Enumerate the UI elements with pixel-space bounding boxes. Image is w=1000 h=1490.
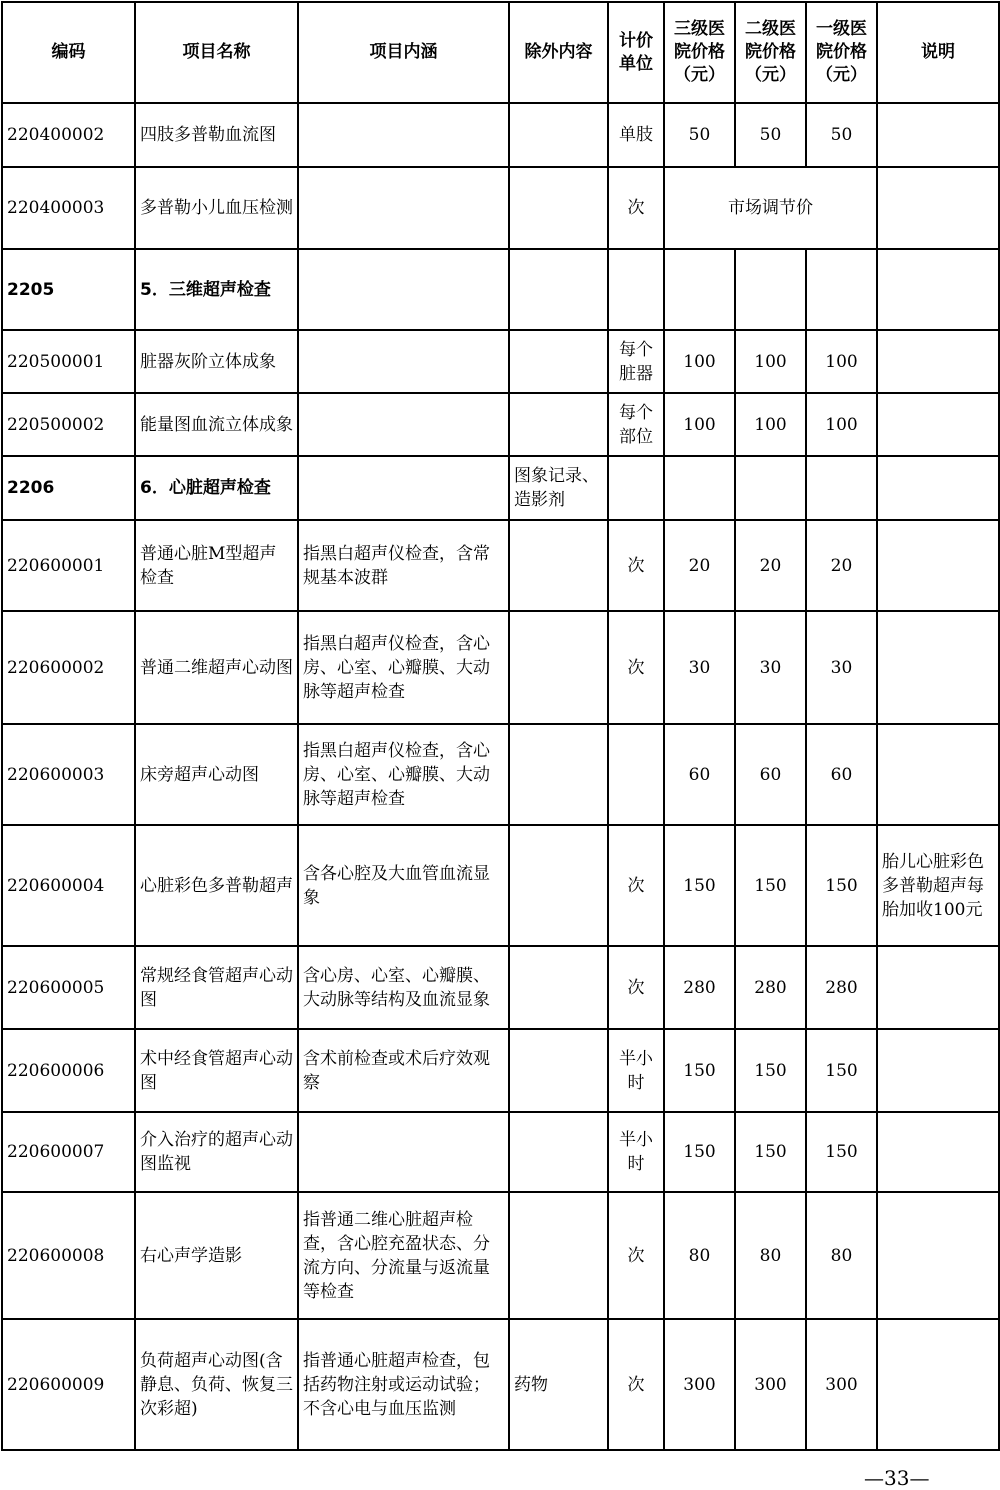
note-cell xyxy=(877,946,999,1029)
excluded-cell xyxy=(509,167,608,249)
code-cell: 220600001 xyxy=(2,520,135,611)
content-cell xyxy=(298,249,509,330)
section-name: 6．心脏超声检查 xyxy=(135,456,298,520)
table-row xyxy=(2,946,999,1029)
price-level3-cell: 80 xyxy=(664,1192,735,1319)
note-cell xyxy=(877,167,999,249)
table-row xyxy=(2,724,999,825)
table-row xyxy=(2,1112,999,1192)
price-level2-cell: 300 xyxy=(735,1319,806,1450)
unit-cell: 每个脏器 xyxy=(608,330,664,393)
price-level2-cell: 100 xyxy=(735,330,806,393)
name-cell: 术中经食管超声心动图 xyxy=(135,1029,298,1112)
price-level3-cell: 30 xyxy=(664,611,735,724)
content-cell xyxy=(298,393,509,456)
table-row xyxy=(2,167,999,249)
price-level3-cell: 150 xyxy=(664,825,735,946)
price-level2-cell: 50 xyxy=(735,103,806,167)
excluded-cell xyxy=(509,611,608,724)
price-level3-cell: 150 xyxy=(664,1112,735,1192)
name-cell: 脏器灰阶立体成象 xyxy=(135,330,298,393)
price-level1-cell: 50 xyxy=(806,103,877,167)
price-level1-cell: 150 xyxy=(806,1112,877,1192)
code-cell: 220600002 xyxy=(2,611,135,724)
price-level2-cell: 80 xyxy=(735,1192,806,1319)
market-price-cell: 市场调节价 xyxy=(664,167,877,249)
name-cell: 能量图血流立体成象 xyxy=(135,393,298,456)
excluded-cell: 药物 xyxy=(509,1319,608,1450)
page-number: —33— xyxy=(864,1466,930,1490)
unit-cell: 每个部位 xyxy=(608,393,664,456)
price-level2-cell xyxy=(735,249,806,330)
header-note: 说明 xyxy=(877,2,999,103)
note-cell xyxy=(877,393,999,456)
unit-cell: 次 xyxy=(608,520,664,611)
excluded-cell xyxy=(509,1029,608,1112)
excluded-cell: 图象记录、造影剂 xyxy=(509,456,608,520)
name-cell: 负荷超声心动图(含静息、负荷、恢复三次彩超) xyxy=(135,1319,298,1450)
section-row xyxy=(2,249,999,330)
price-level2-cell: 150 xyxy=(735,1112,806,1192)
price-level3-cell: 100 xyxy=(664,330,735,393)
unit-cell: 次 xyxy=(608,825,664,946)
code-cell: 220600008 xyxy=(2,1192,135,1319)
note-cell xyxy=(877,724,999,825)
content-cell xyxy=(298,103,509,167)
unit-cell: 次 xyxy=(608,167,664,249)
section-code: 2205 xyxy=(2,249,135,330)
header-name: 项目名称 xyxy=(135,2,298,103)
table-row xyxy=(2,1319,999,1450)
content-cell xyxy=(298,1112,509,1192)
content-cell: 含术前检查或术后疗效观察 xyxy=(298,1029,509,1112)
price-level3-cell: 20 xyxy=(664,520,735,611)
price-level3-cell: 300 xyxy=(664,1319,735,1450)
unit-cell: 次 xyxy=(608,611,664,724)
note-cell xyxy=(877,103,999,167)
excluded-cell xyxy=(509,1112,608,1192)
content-cell: 含心房、心室、心瓣膜、大动脉等结构及血流显象 xyxy=(298,946,509,1029)
table-row xyxy=(2,393,999,456)
price-level1-cell xyxy=(806,249,877,330)
header-content: 项目内涵 xyxy=(298,2,509,103)
name-cell: 多普勒小儿血压检测 xyxy=(135,167,298,249)
excluded-cell xyxy=(509,825,608,946)
price-level1-cell: 100 xyxy=(806,330,877,393)
price-level2-cell xyxy=(735,456,806,520)
name-cell: 四肢多普勒血流图 xyxy=(135,103,298,167)
price-level1-cell: 60 xyxy=(806,724,877,825)
excluded-cell xyxy=(509,946,608,1029)
price-level2-cell: 150 xyxy=(735,1029,806,1112)
unit-cell: 次 xyxy=(608,1192,664,1319)
price-level2-cell: 30 xyxy=(735,611,806,724)
excluded-cell xyxy=(509,393,608,456)
note-cell xyxy=(877,520,999,611)
table-row xyxy=(2,611,999,724)
code-cell: 220500002 xyxy=(2,393,135,456)
name-cell: 普通心脏M型超声检查 xyxy=(135,520,298,611)
price-level3-cell: 50 xyxy=(664,103,735,167)
note-cell xyxy=(877,456,999,520)
content-cell: 指普通二维心脏超声检查，含心腔充盈状态、分流方向、分流量与返流量等检查 xyxy=(298,1192,509,1319)
price-level1-cell: 80 xyxy=(806,1192,877,1319)
header-price-level2: 二级医院价格（元） xyxy=(735,2,806,103)
price-level3-cell: 150 xyxy=(664,1029,735,1112)
header-code: 编码 xyxy=(2,2,135,103)
price-level1-cell: 20 xyxy=(806,520,877,611)
excluded-cell xyxy=(509,330,608,393)
name-cell: 介入治疗的超声心动图监视 xyxy=(135,1112,298,1192)
table-row xyxy=(2,330,999,393)
table-row xyxy=(2,1029,999,1112)
excluded-cell xyxy=(509,724,608,825)
header-unit: 计价单位 xyxy=(608,2,664,103)
note-cell xyxy=(877,1319,999,1450)
code-cell: 220400002 xyxy=(2,103,135,167)
excluded-cell xyxy=(509,520,608,611)
price-level1-cell: 100 xyxy=(806,393,877,456)
code-cell: 220600005 xyxy=(2,946,135,1029)
note-cell xyxy=(877,611,999,724)
name-cell: 床旁超声心动图 xyxy=(135,724,298,825)
code-cell: 220600009 xyxy=(2,1319,135,1450)
table-row xyxy=(2,103,999,167)
header-row xyxy=(2,2,999,103)
price-level3-cell xyxy=(664,249,735,330)
content-cell: 含各心腔及大血管血流显象 xyxy=(298,825,509,946)
note-cell xyxy=(877,1112,999,1192)
unit-cell: 次 xyxy=(608,946,664,1029)
name-cell: 右心声学造影 xyxy=(135,1192,298,1319)
header-excluded: 除外内容 xyxy=(509,2,608,103)
price-level3-cell: 100 xyxy=(664,393,735,456)
table-row xyxy=(2,825,999,946)
unit-cell: 半小时 xyxy=(608,1029,664,1112)
price-level1-cell: 30 xyxy=(806,611,877,724)
content-cell: 指黑白超声仪检查，含心房、心室、心瓣膜、大动脉等超声检查 xyxy=(298,724,509,825)
name-cell: 普通二维超声心动图 xyxy=(135,611,298,724)
table-row xyxy=(2,520,999,611)
note-cell xyxy=(877,1029,999,1112)
price-level2-cell: 60 xyxy=(735,724,806,825)
note-cell: 胎儿心脏彩色多普勒超声每胎加收100元 xyxy=(877,825,999,946)
price-level3-cell xyxy=(664,456,735,520)
unit-cell xyxy=(608,456,664,520)
price-level1-cell: 300 xyxy=(806,1319,877,1450)
price-level3-cell: 60 xyxy=(664,724,735,825)
excluded-cell xyxy=(509,1192,608,1319)
table-row xyxy=(2,1192,999,1319)
code-cell: 220600006 xyxy=(2,1029,135,1112)
content-cell: 指黑白超声仪检查，含常规基本波群 xyxy=(298,520,509,611)
note-cell xyxy=(877,249,999,330)
unit-cell: 单肢 xyxy=(608,103,664,167)
content-cell: 指普通心脏超声检查，包括药物注射或运动试验；不含心电与血压监测 xyxy=(298,1319,509,1450)
code-cell: 220500001 xyxy=(2,330,135,393)
excluded-cell xyxy=(509,103,608,167)
price-level1-cell xyxy=(806,456,877,520)
note-cell xyxy=(877,1192,999,1319)
header-price-level1: 一级医院价格（元） xyxy=(806,2,877,103)
content-cell: 指黑白超声仪检查，含心房、心室、心瓣膜、大动脉等超声检查 xyxy=(298,611,509,724)
section-name: 5．三维超声检查 xyxy=(135,249,298,330)
code-cell: 220600003 xyxy=(2,724,135,825)
name-cell: 常规经食管超声心动图 xyxy=(135,946,298,1029)
price-level2-cell: 280 xyxy=(735,946,806,1029)
header-price-level3: 三级医院价格（元） xyxy=(664,2,735,103)
note-cell xyxy=(877,330,999,393)
price-level3-cell: 280 xyxy=(664,946,735,1029)
price-level1-cell: 280 xyxy=(806,946,877,1029)
price-level2-cell: 20 xyxy=(735,520,806,611)
unit-cell xyxy=(608,249,664,330)
content-cell xyxy=(298,167,509,249)
name-cell: 心脏彩色多普勒超声 xyxy=(135,825,298,946)
section-row xyxy=(2,456,999,520)
code-cell: 220400003 xyxy=(2,167,135,249)
price-level1-cell: 150 xyxy=(806,825,877,946)
fee-table xyxy=(1,1,1000,1451)
unit-cell xyxy=(608,724,664,825)
code-cell: 220600007 xyxy=(2,1112,135,1192)
section-code: 2206 xyxy=(2,456,135,520)
price-level1-cell: 150 xyxy=(806,1029,877,1112)
unit-cell: 次 xyxy=(608,1319,664,1450)
price-level2-cell: 150 xyxy=(735,825,806,946)
unit-cell: 半小时 xyxy=(608,1112,664,1192)
excluded-cell xyxy=(509,249,608,330)
price-level2-cell: 100 xyxy=(735,393,806,456)
content-cell xyxy=(298,330,509,393)
code-cell: 220600004 xyxy=(2,825,135,946)
content-cell xyxy=(298,456,509,520)
